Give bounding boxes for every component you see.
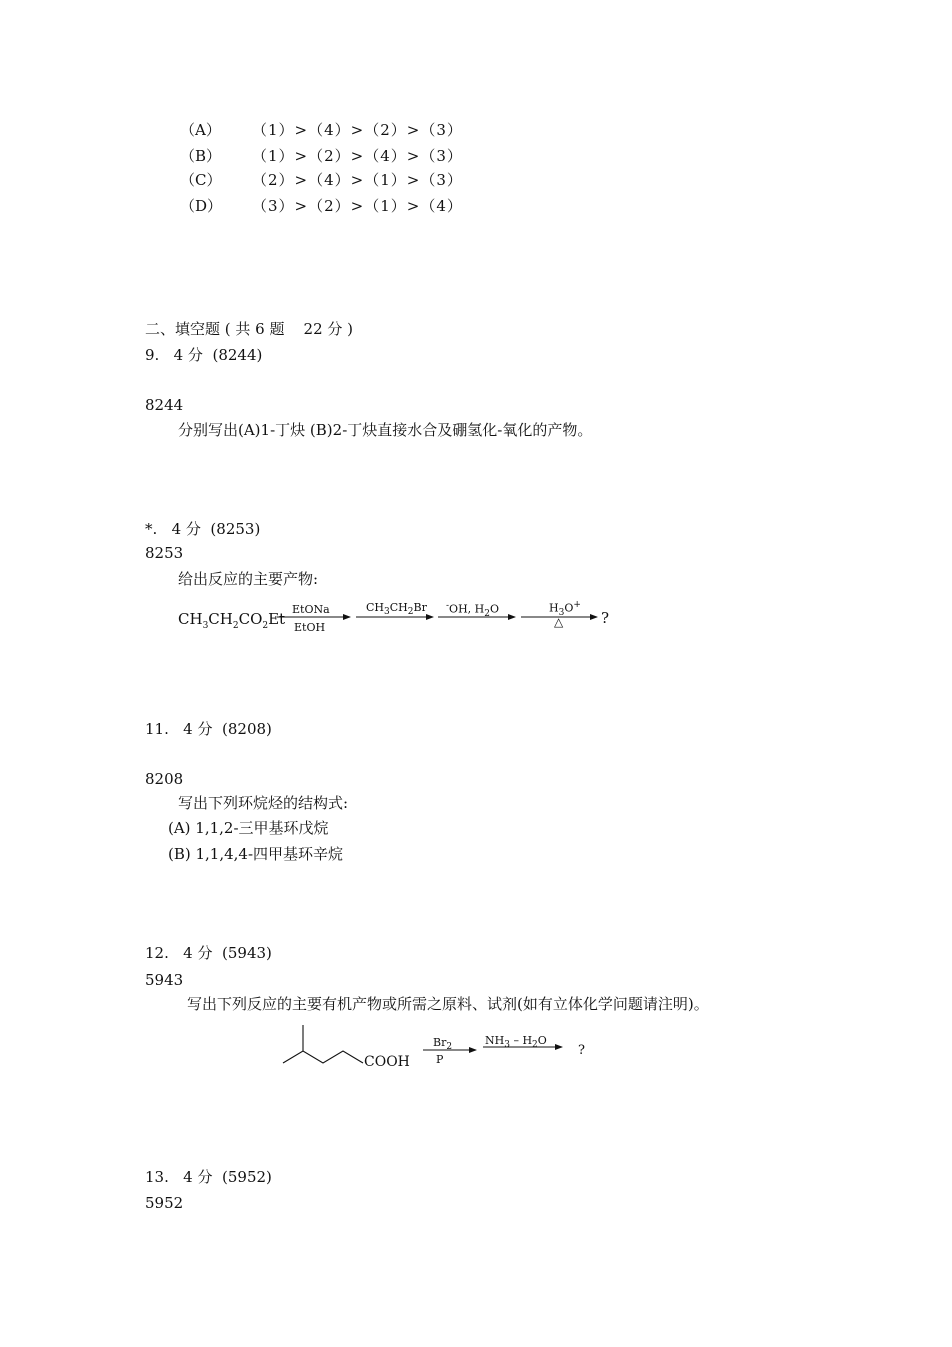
q9-id: 8244 — [145, 396, 184, 414]
q12-step1-reagent-bottom: P — [436, 1053, 444, 1066]
product-placeholder: ? — [601, 609, 610, 627]
q11-item-a: (A) 1,1,2-三甲基环戊烷 — [168, 819, 329, 837]
q12-text: 写出下列反应的主要有机产物或所需之原料、试剂(如有立体化学问题请注明)。 — [187, 995, 709, 1013]
option-label-a: （A） — [180, 121, 221, 139]
q11-item-b: (B) 1,1,4,4-四甲基环辛烷 — [168, 845, 344, 863]
option-label-c: （C） — [180, 171, 222, 189]
q9-text: 分别写出(A)1-丁炔 (B)2-丁炔直接水合及硼氢化-氧化的产物。 — [178, 421, 593, 439]
heat-symbol: △ — [554, 615, 564, 629]
q12-id: 5943 — [145, 971, 184, 989]
q13-id: 5952 — [145, 1194, 184, 1212]
q12-step1-reagent-top: $Br_2$ — [433, 1036, 453, 1053]
q11-header: 11. 4 分 (8208) — [145, 720, 272, 738]
step3-reagent-top: -OH, $H_2O$ — [446, 601, 500, 619]
option-label-d: （D） — [180, 197, 223, 215]
carboxyl-group-label: COOH — [364, 1054, 410, 1070]
q10-id: 8253 — [145, 544, 184, 562]
skeletal-structure — [283, 1051, 363, 1063]
option-order-a: （1）>（4）>（2）>（3） — [252, 121, 463, 139]
section-title: 二、填空题 ( 共 6 题 22 分 ) — [145, 320, 354, 338]
option-order-c: （2）>（4）>（1）>（3） — [252, 171, 463, 189]
step2-reagent-top: $CH_3CH_2Br$ — [366, 601, 427, 618]
option-order-d: （3）>（2）>（1）>（4） — [252, 197, 463, 215]
q13-header: 13. 4 分 (5952) — [145, 1168, 272, 1186]
q10-text: 给出反应的主要产物: — [178, 570, 319, 588]
q11-text: 写出下列环烷烃的结构式: — [178, 794, 349, 812]
option-order-b: （1）>（2）>（4）>（3） — [252, 147, 463, 165]
option-label-b: （B） — [180, 147, 222, 165]
step1-reagent-bottom: EtOH — [294, 621, 326, 634]
step4-reagent-top: $H_3O^+$ — [549, 600, 581, 618]
q10-header: *. 4 分 (8253) — [145, 520, 261, 538]
reactant-formula: $CH_3CH_2CO_2Et$ — [178, 610, 286, 631]
q12-header: 12. 4 分 (5943) — [145, 944, 272, 962]
q12-step2-reagent-top: $NH_3 - H_2O$ — [485, 1034, 547, 1051]
q11-id: 8208 — [145, 770, 184, 788]
q12-product-placeholder: ? — [578, 1043, 585, 1058]
q9-header: 9. 4 分 (8244) — [145, 346, 263, 364]
step1-reagent-top: EtONa — [292, 603, 330, 616]
